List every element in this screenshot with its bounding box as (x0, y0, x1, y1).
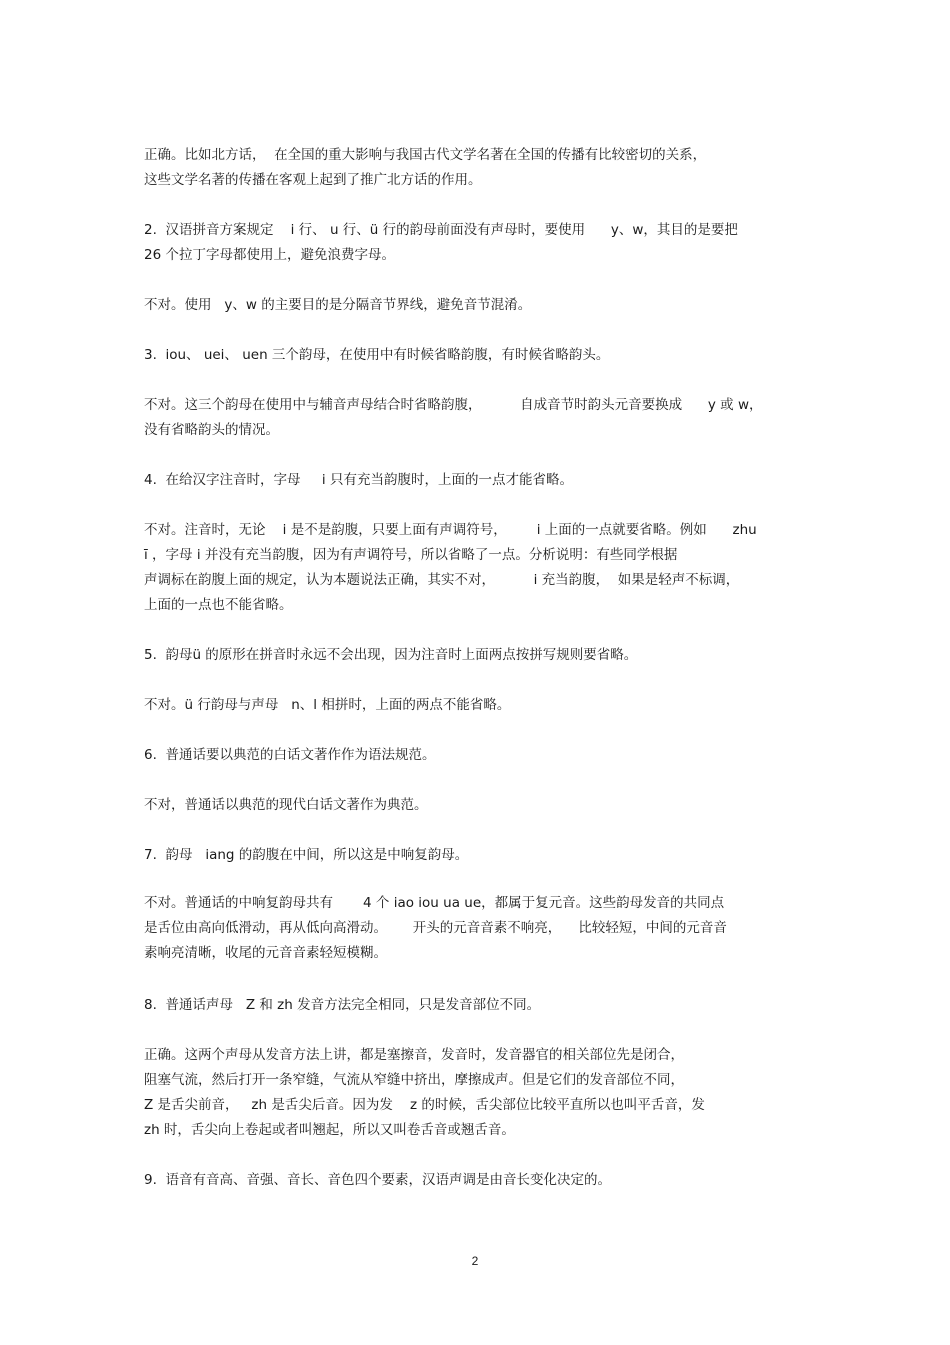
question-8: 8. 普通话声母 Z 和 zh 发音方法完全相同，只是发音部位不同。 (144, 997, 541, 1013)
text-line: 这些文学名著的传播在客观上起到了推广北方话的作用。 (144, 172, 482, 188)
question-4: 4. 在给汉字注音时，字母 i 只有充当韵腹时，上面的一点才能省略。 (144, 472, 573, 488)
answer-6: 不对，普通话以典范的现代白话文著作为典范。 (144, 797, 428, 813)
question-7: 7. 韵母 iang 的韵腹在中间，所以这是中响复韵母。 (144, 847, 469, 863)
answer-3: 不对。这三个韵母在使用中与辅音声母结合时省略韵腹， 自成音节时韵头元音要换成 y 或 w， (144, 397, 763, 413)
question-9: 9. 语音有音高、音强、音长、音色四个要素，汉语声调是由音长变化决定的。 (144, 1172, 611, 1188)
question-6: 6. 普通话要以典范的白话文著作作为语法规范。 (144, 747, 436, 763)
text-line: 正确。比如北方话， 在全国的重大影响与我国古代文学名著在全国的传播有比较密切的关系， (144, 147, 707, 163)
text-line: 没有省略韵头的情况。 (144, 422, 279, 438)
text-line: 是舌位由高向低滑动，再从低向高滑动。 开头的元音音素不响亮， 比较轻短，中间的元音音 (144, 920, 727, 936)
page-number: 2 (471, 1254, 479, 1268)
question-5: 5. 韵母ü 的原形在拼音时永远不会出现，因为注音时上面两点按拼写规则要省略。 (144, 647, 638, 663)
text-line: 26 个拉丁字母都使用上，避免浪费字母。 (144, 247, 395, 263)
question-3: 3. iou、 uei、 uen 三个韵母，在使用中有时候省略韵腹，有时候省略韵头。 (144, 347, 610, 363)
answer-4: 不对。注音时，无论 i 是不是韵腹，只要上面有声调符号， i 上面的一点就要省略。例如 zhu (144, 522, 757, 538)
question-2: 2. 汉语拼音方案规定 i 行、 u 行、ü 行的韵母前面没有声母时，要使用 y、w，其目的是要把 (144, 222, 738, 238)
text-line: 素响亮清晰，收尾的元音音素轻短模糊。 (144, 945, 387, 961)
answer-2: 不对。使用 y、w 的主要目的是分隔音节界线，避免音节混淆。 (144, 297, 532, 313)
text-line: Z 是舌尖前音， zh 是舌尖后音。因为发 z 的时候，舌尖部位比较平直所以也叫平舌音，发 (144, 1097, 705, 1113)
answer-8: 正确。这两个声母从发音方法上讲，都是塞擦音，发音时，发音器官的相关部位先是闭合， (144, 1047, 684, 1063)
answer-5: 不对。ü 行韵母与声母 n、l 相拼时，上面的两点不能省略。 (144, 697, 511, 713)
text-line: zh 时，舌尖向上卷起或者叫翘起，所以又叫卷舌音或翘舌音。 (144, 1122, 515, 1138)
text-line: ī ，字母 i 并没有充当韵腹，因为有声调符号，所以省略了一点。分析说明：有些同学根据 (144, 547, 678, 563)
answer-7: 不对。普通话的中响复韵母共有 4 个 iao iou ua ue，都属于复元音。这些韵母发音的共同点 (144, 895, 725, 911)
text-line: 声调标在韵腹上面的规定，认为本题说法正确，其实不对， i 充当韵腹， 如果是轻声不标调， (144, 572, 740, 588)
text-line: 上面的一点也不能省略。 (144, 597, 293, 613)
text-line: 阻塞气流，然后打开一条窄缝，气流从窄缝中挤出，摩擦成声。但是它们的发音部位不同， (144, 1072, 684, 1088)
